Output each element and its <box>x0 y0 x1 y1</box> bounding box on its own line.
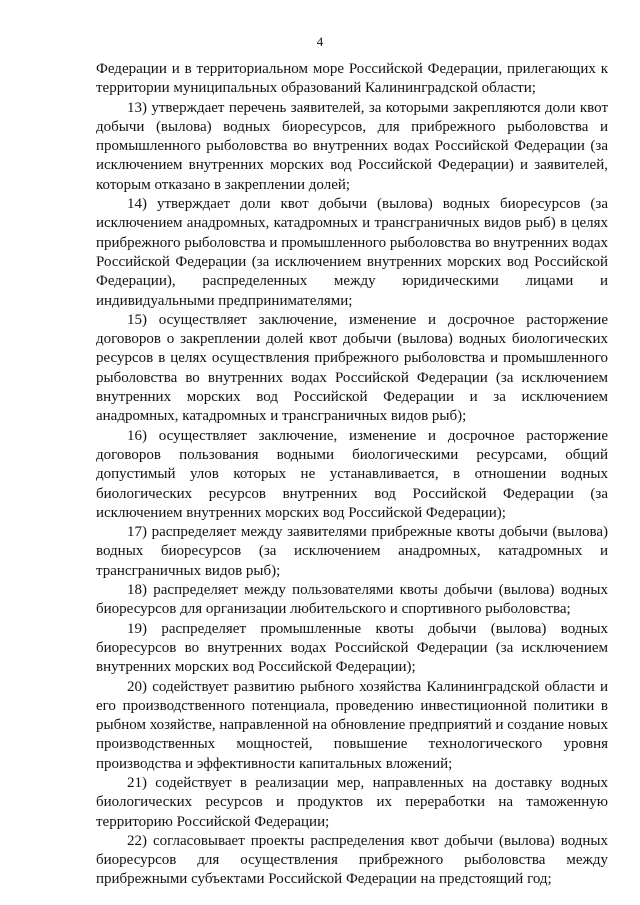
paragraph-item-22: 22) согласовывает проекты распределения квот добычи (вылова) водных биоресурсов для осуществления прибрежного рыболовства между прибрежными субъектами Российской Федерации на предстоящий год; <box>96 832 608 888</box>
paragraph-item-21: 21) содействует в реализации мер, направленных на доставку водных биологических ресурсов и продуктов их переработки на таможенную территорию Российской Федерации; <box>96 774 608 830</box>
paragraph-item-20: 20) содействует развитию рыбного хозяйства Калининградской области и его производственного потенциала, проведению инвестиционной политики в рыбном хозяйстве, направленной на обновление предприятий и создание новых производственных мощностей, повышение технологического уровня производства и эффективности капитальных вложений; <box>96 678 608 772</box>
paragraph-item-13: 13) утверждает перечень заявителей, за которыми закрепляются доли квот добычи (вылова) водных биоресурсов, для прибрежного рыболовства и промышленного рыболовства во внутренних водах Российской Федерации (за исключением внутренних морских вод Российской Федерации) и заявителей, которым отказано в закреплении долей; <box>96 99 608 193</box>
paragraph-item-14: 14) утверждает доли квот добычи (вылова) водных биоресурсов (за исключением анадромных, катадромных и трансграничных видов рыб) в целях прибрежного рыболовства и промышленного рыболовства во внутренних водах Российской Федерации (за исключением внутренних морских вод Российской Федерации), распределенных между юридическими лицами и индивидуальными предпринимателями; <box>96 196 608 309</box>
paragraph-item-16: 16) осуществляет заключение, изменение и досрочное расторжение договоров пользования водными биологическими ресурсами, общий допустимый улов которых не устанавливается, в отношении водных биологических ресурсов внутренних вод Российской Федерации (за исключением внутренних морских вод Российской Федерации); <box>96 427 608 521</box>
page-number: 4 <box>316 34 324 49</box>
paragraph-item-17: 17) распределяет между заявителями прибрежные квоты добычи (вылова) водных биоресурсов (за исключением анадромных, катадромных и трансграничных видов рыб); <box>96 524 608 579</box>
paragraph-continuation: Федерации и в территориальном море Российской Федерации, прилегающих к территории муниципальных образований Калининградской области; <box>96 61 608 97</box>
paragraph-item-15: 15) осуществляет заключение, изменение и досрочное расторжение договоров о закреплении долей квот добычи (вылова) водных биологических ресурсов в целях осуществления прибрежного рыболовства и промышленного рыболовства во внутренних водах Российской Федерации (за исключением внутренних морских вод Российской Федерации и за исключением анадромных, катадромных и трансграничных видов рыб); <box>96 311 608 425</box>
paragraph-item-18: 18) распределяет между пользователями квоты добычи (вылова) водных биоресурсов для организации любительского и спортивного рыболовства; <box>96 582 608 618</box>
document-body <box>96 60 608 890</box>
paragraph-item-19: 19) распределяет промышленные квоты добычи (вылова) водных биоресурсов во внутренних водах Российской Федерации (за исключением внутренних морских вод Российской Федерации); <box>96 620 608 676</box>
